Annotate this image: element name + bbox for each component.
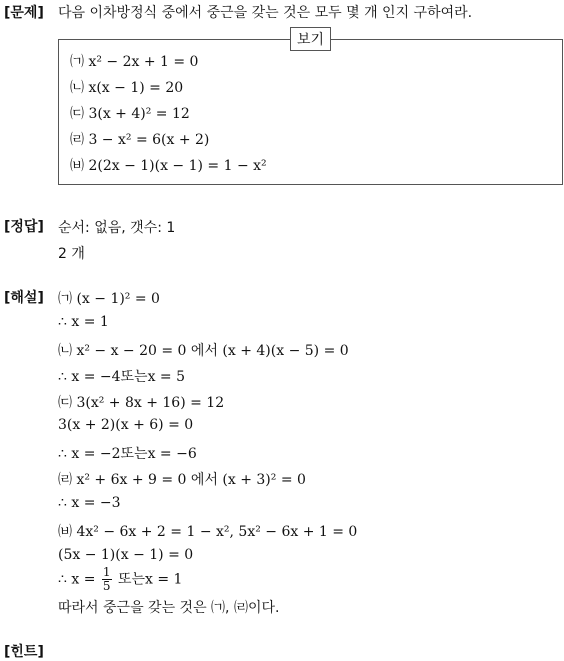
solution-line-1: ㈀ (x − 1)² = 0: [58, 291, 160, 307]
solution-line-10: ㈅ 4x² − 6x + 2 = 1 − x², 5x² − 6x + 1 = 0: [58, 524, 358, 540]
answer-label: [정답]: [4, 219, 44, 235]
answer-line-2: 2 개: [58, 246, 85, 262]
fraction-denominator: 5: [102, 579, 111, 593]
solution-line-6: 3(x + 2)(x + 6) = 0: [58, 417, 194, 433]
fraction-numerator: 1: [102, 565, 111, 579]
solution-fraction-line: [58, 566, 182, 593]
solution-line-7: ∴ x = −2또는x = −6: [58, 446, 197, 462]
problem-label: [문제]: [4, 5, 44, 21]
fraction-prefix: ∴ x =: [58, 571, 96, 588]
condition-5: ㈅ 2(2x − 1)(x − 1) = 1 − x²: [70, 158, 267, 174]
condition-1: ㈀ x² − 2x + 1 = 0: [70, 54, 199, 70]
condition-2: ㈁ x(x − 1) = 20: [70, 80, 184, 96]
hint-label: [힌트]: [4, 644, 44, 660]
solution-label: [해설]: [4, 290, 44, 306]
solution-line-4: ∴ x = −4또는x = 5: [58, 369, 186, 385]
condition-3: ㈂ 3(x + 4)² = 12: [70, 106, 190, 122]
condition-4: ㈃ 3 − x² = 6(x + 2): [70, 132, 210, 148]
solution-conclusion: 따라서 중근을 갖는 것은 ㈀, ㈃이다.: [58, 600, 280, 616]
solution-line-5: ㈂ 3(x² + 8x + 16) = 12: [58, 395, 225, 411]
example-box-title: 보기: [290, 27, 331, 51]
answer-line-1: 순서: 없음, 갯수: 1: [58, 220, 176, 236]
problem-question: 다음 이차방정식 중에서 중근을 갖는 것은 모두 몇 개 인지 구하여라.: [58, 5, 473, 21]
fraction: [102, 566, 112, 593]
solution-line-9: ∴ x = −3: [58, 495, 121, 511]
fraction-suffix: 또는x = 1: [117, 571, 183, 588]
solution-line-3: ㈁ x² − x − 20 = 0 에서 (x + 4)(x − 5) = 0: [58, 343, 349, 359]
solution-line-11: (5x − 1)(x − 1) = 0: [58, 547, 194, 563]
solution-line-8: ㈃ x² + 6x + 9 = 0 에서 (x + 3)² = 0: [58, 472, 306, 488]
solution-line-2: ∴ x = 1: [58, 314, 109, 330]
